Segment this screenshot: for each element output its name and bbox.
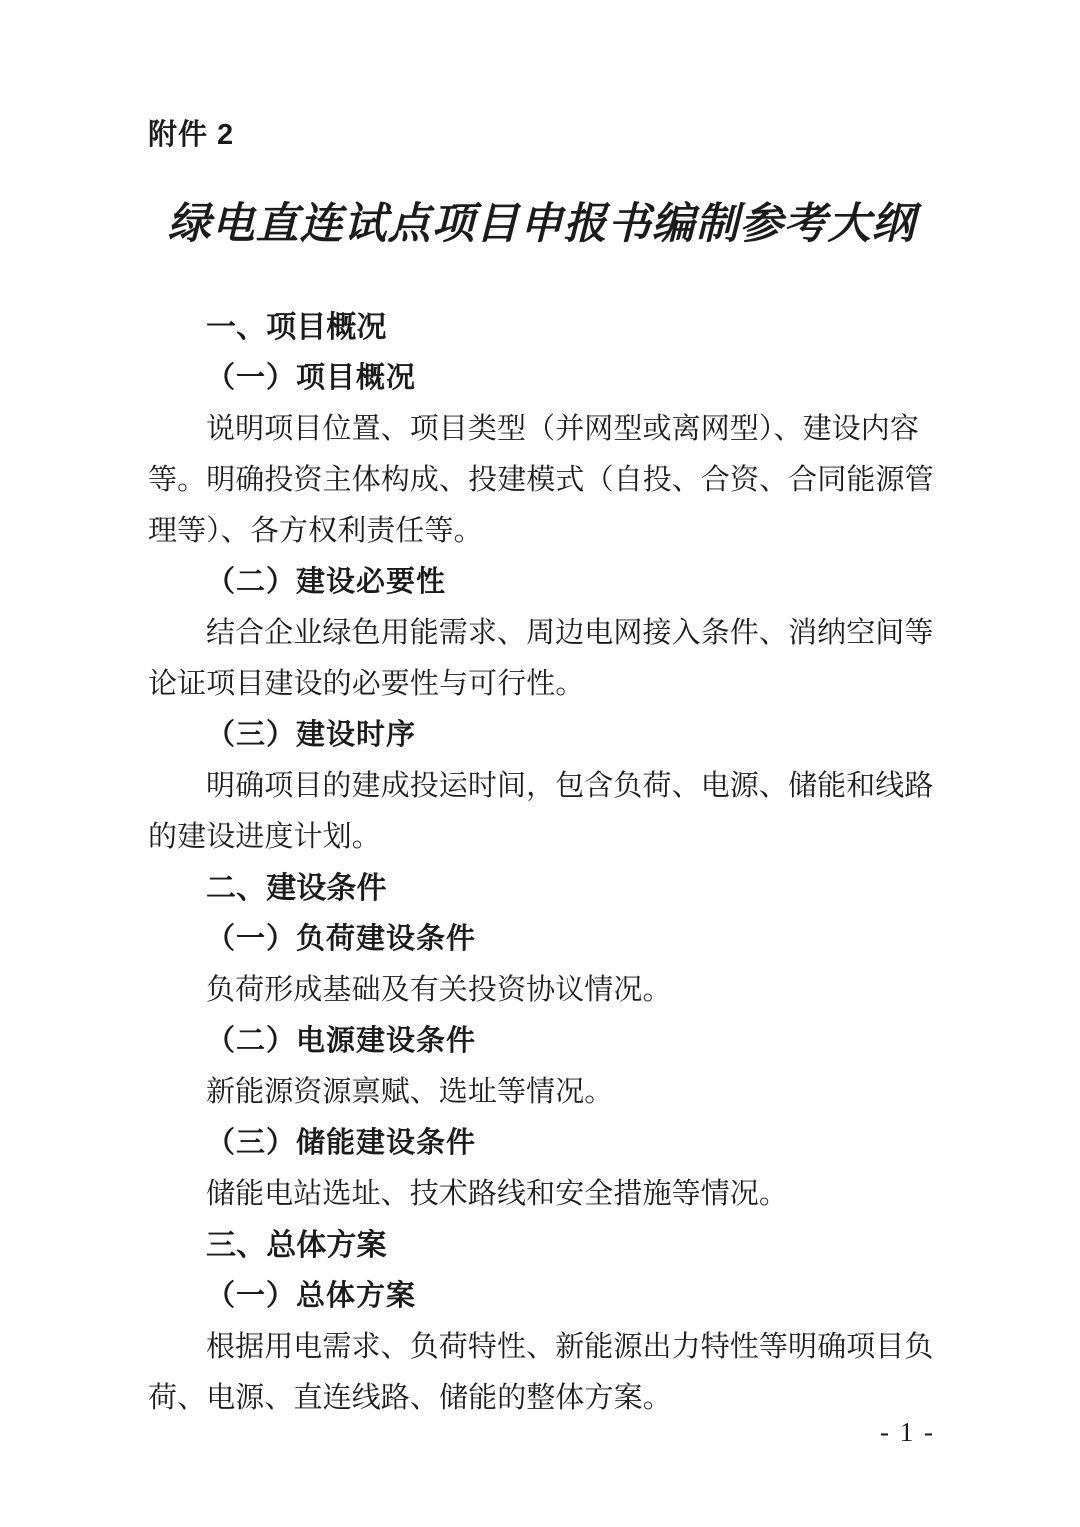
body-text-line: 说明项目位置、项目类型（并网型或离网型）、建设内容: [206, 413, 920, 445]
heading-level-2: （二）建设必要性: [206, 566, 447, 598]
body-text-line: 储能电站选址、技术路线和安全措施等情况。: [206, 1178, 789, 1210]
attachment-label: 附件 2: [148, 119, 235, 151]
body-text-line: 荷、电源、直连线路、储能的整体方案。: [148, 1382, 672, 1414]
heading-level-1: 一、项目概况: [206, 311, 387, 344]
heading-level-2: （三）储能建设条件: [206, 1127, 477, 1159]
document-body: [148, 302, 935, 1424]
body-text-line: 理等）、各方权利责任等。: [148, 515, 483, 547]
heading-level-2: （一）负荷建设条件: [206, 923, 477, 955]
body-text-line: 根据用电需求、负荷特性、新能源出力特性等明确项目负: [206, 1331, 934, 1363]
body-text-line: 论证项目建设的必要性与可行性。: [148, 668, 585, 700]
heading-level-1: 二、建设条件: [206, 872, 387, 905]
heading-level-2: （二）电源建设条件: [206, 1025, 477, 1057]
body-text-line: 结合企业绿色用能需求、周边电网接入条件、消纳空间等: [206, 617, 934, 649]
page-number: - 1 -: [880, 1417, 935, 1447]
body-text-line: 负荷形成基础及有关投资协议情况。: [206, 974, 672, 1006]
heading-level-2: （一）总体方案: [206, 1280, 417, 1312]
body-text-line: 新能源资源禀赋、选址等情况。: [206, 1076, 614, 1108]
body-text-line: 等。明确投资主体构成、投建模式（自投、合资、合同能源管: [148, 464, 934, 496]
body-text-line: 的建设进度计划。: [148, 821, 381, 853]
heading-level-2: （三）建设时序: [206, 719, 417, 751]
heading-level-1: 三、总体方案: [206, 1229, 387, 1262]
body-text-line: 明确项目的建成投运时间，包含负荷、电源、储能和线路: [206, 770, 934, 802]
document-title: 绿电直连试点项目申报书编制参考大纲: [167, 201, 916, 248]
heading-level-2: （一）项目概况: [206, 362, 417, 394]
